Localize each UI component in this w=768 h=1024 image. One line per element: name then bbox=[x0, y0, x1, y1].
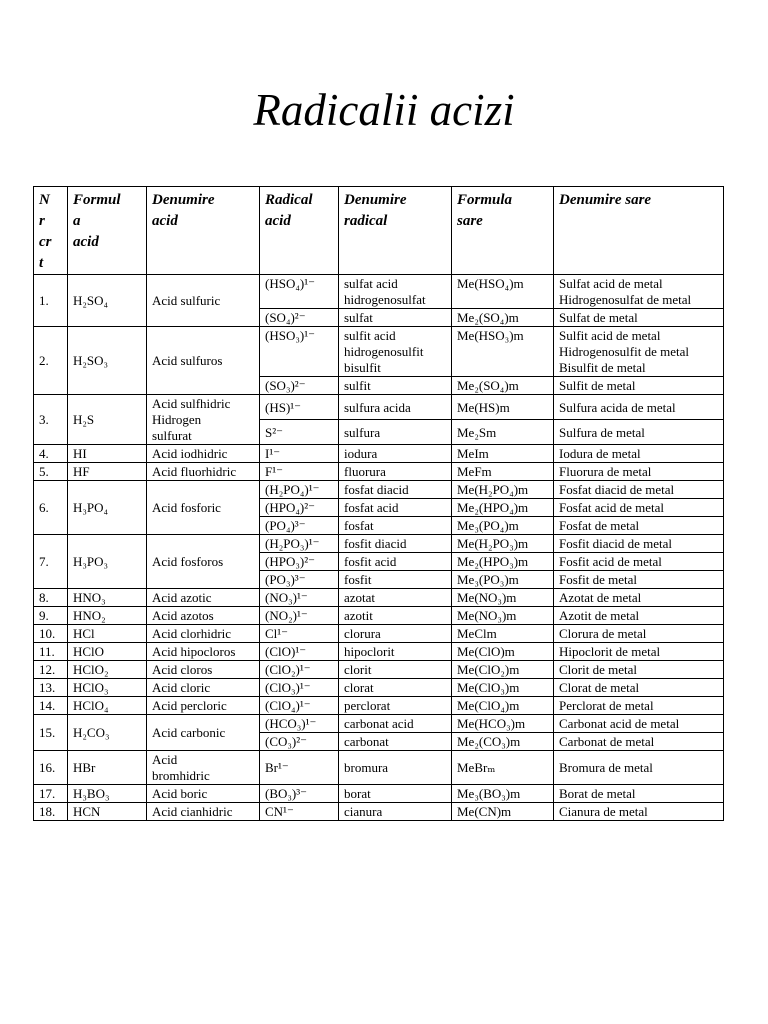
salt-name: Fosfit acid de metal bbox=[554, 553, 724, 571]
radical-formula: Br¹⁻ bbox=[260, 751, 339, 785]
acid-formula: HCN bbox=[68, 803, 147, 821]
acid-formula: HClO bbox=[68, 643, 147, 661]
salt-name: Fosfat diacid de metal bbox=[554, 481, 724, 499]
radical-formula: (NO₂)¹⁻ bbox=[260, 607, 339, 625]
salt-formula: Me(ClO)m bbox=[452, 643, 554, 661]
radical-formula: (ClO₂)¹⁻ bbox=[260, 661, 339, 679]
acid-name: Acid iodhidric bbox=[147, 445, 260, 463]
table-row bbox=[34, 589, 724, 607]
radical-formula: (H₂PO₃)¹⁻ bbox=[260, 535, 339, 553]
acid-formula: HNO₃ bbox=[68, 589, 147, 607]
acid-name: Acid fosforos bbox=[147, 535, 260, 589]
radical-formula: (HSO₄)¹⁻ bbox=[260, 275, 339, 309]
row-number: 4. bbox=[34, 445, 68, 463]
radical-formula: (H₂PO₄)¹⁻ bbox=[260, 481, 339, 499]
radical-name: perclorat bbox=[339, 697, 452, 715]
radical-formula: (HPO₄)²⁻ bbox=[260, 499, 339, 517]
salt-formula: Me(ClO₄)m bbox=[452, 697, 554, 715]
salt-formula: Me(H₂PO₄)m bbox=[452, 481, 554, 499]
salt-name: Bromura de metal bbox=[554, 751, 724, 785]
acid-formula: HNO₂ bbox=[68, 607, 147, 625]
radical-formula: CN¹⁻ bbox=[260, 803, 339, 821]
table-row bbox=[34, 275, 724, 309]
radical-formula: (HS)¹⁻ bbox=[260, 395, 339, 420]
acid-formula: HClO₄ bbox=[68, 697, 147, 715]
table-row bbox=[34, 643, 724, 661]
salt-name: Carbonat acid de metal bbox=[554, 715, 724, 733]
salt-formula: Me(HSO₃)m bbox=[452, 327, 554, 377]
salt-name: Borat de metal bbox=[554, 785, 724, 803]
salt-name: Sulfura de metal bbox=[554, 420, 724, 445]
acid-name: Acid cloros bbox=[147, 661, 260, 679]
acid-name: Acid clorhidric bbox=[147, 625, 260, 643]
salt-name: Sulfit de metal bbox=[554, 377, 724, 395]
salt-formula: Me(NO₃)m bbox=[452, 607, 554, 625]
radical-name: sulfit bbox=[339, 377, 452, 395]
row-number: 13. bbox=[34, 679, 68, 697]
acid-name: Acid azotic bbox=[147, 589, 260, 607]
table-row bbox=[34, 535, 724, 553]
row-number: 11. bbox=[34, 643, 68, 661]
row-number: 18. bbox=[34, 803, 68, 821]
acid-name: Acid fosforic bbox=[147, 481, 260, 535]
salt-formula: Me₂(CO₃)m bbox=[452, 733, 554, 751]
radical-name: carbonat bbox=[339, 733, 452, 751]
page-title: Radicalii acizi bbox=[253, 85, 515, 135]
radical-name: fluorura bbox=[339, 463, 452, 481]
acid-name: Acid boric bbox=[147, 785, 260, 803]
acid-formula: HClO₃ bbox=[68, 679, 147, 697]
table-row bbox=[34, 715, 724, 733]
row-number: 1. bbox=[34, 275, 68, 327]
radical-name: bromura bbox=[339, 751, 452, 785]
table-row bbox=[34, 625, 724, 643]
salt-formula: Me(ClO₃)m bbox=[452, 679, 554, 697]
radical-name: sulfura bbox=[339, 420, 452, 445]
radical-formula: (SO₃)²⁻ bbox=[260, 377, 339, 395]
radical-name: sulfura acida bbox=[339, 395, 452, 420]
acid-name: Acid fluorhidric bbox=[147, 463, 260, 481]
acid-name: Acid sulfuros bbox=[147, 327, 260, 395]
row-number: 9. bbox=[34, 607, 68, 625]
acid-name: Acid azotos bbox=[147, 607, 260, 625]
salt-formula: Me₂(SO₄)m bbox=[452, 377, 554, 395]
radical-name: fosfit bbox=[339, 571, 452, 589]
row-number: 15. bbox=[34, 715, 68, 751]
salt-name: Clorura de metal bbox=[554, 625, 724, 643]
acid-name: Acid sulfuric bbox=[147, 275, 260, 327]
radical-name: clorura bbox=[339, 625, 452, 643]
row-number: 16. bbox=[34, 751, 68, 785]
acid-formula: H₃BO₃ bbox=[68, 785, 147, 803]
radical-formula: Cl¹⁻ bbox=[260, 625, 339, 643]
radical-formula: (SO₄)²⁻ bbox=[260, 309, 339, 327]
acid-formula: HBr bbox=[68, 751, 147, 785]
header-denumire-acid: Denumire acid bbox=[147, 187, 260, 275]
radical-name: fosfit acid bbox=[339, 553, 452, 571]
table-row bbox=[34, 607, 724, 625]
salt-name: Fosfat de metal bbox=[554, 517, 724, 535]
salt-formula: Me₃(PO₃)m bbox=[452, 571, 554, 589]
radical-formula: (ClO)¹⁻ bbox=[260, 643, 339, 661]
acid-formula: H₂CO₃ bbox=[68, 715, 147, 751]
row-number: 2. bbox=[34, 327, 68, 395]
salt-name: Perclorat de metal bbox=[554, 697, 724, 715]
row-number: 6. bbox=[34, 481, 68, 535]
acid-formula: H₃PO₄ bbox=[68, 481, 147, 535]
radical-formula: F¹⁻ bbox=[260, 463, 339, 481]
row-number: 12. bbox=[34, 661, 68, 679]
radical-formula: (HSO₃)¹⁻ bbox=[260, 327, 339, 377]
radical-name: sulfat bbox=[339, 309, 452, 327]
row-number: 3. bbox=[34, 395, 68, 445]
radical-formula: I¹⁻ bbox=[260, 445, 339, 463]
salt-formula: Me(HS)m bbox=[452, 395, 554, 420]
salt-name: Sulfat de metal bbox=[554, 309, 724, 327]
acid-formula: H₂SO₄ bbox=[68, 275, 147, 327]
acid-formula: HClO₂ bbox=[68, 661, 147, 679]
radical-name: borat bbox=[339, 785, 452, 803]
radical-name: carbonat acid bbox=[339, 715, 452, 733]
radical-formula: (PO₄)³⁻ bbox=[260, 517, 339, 535]
radical-name: azotit bbox=[339, 607, 452, 625]
row-number: 17. bbox=[34, 785, 68, 803]
salt-formula: Me(HCO₃)m bbox=[452, 715, 554, 733]
radical-name: fosfit diacid bbox=[339, 535, 452, 553]
salt-name: Cianura de metal bbox=[554, 803, 724, 821]
radical-formula: (HCO₃)¹⁻ bbox=[260, 715, 339, 733]
salt-formula: MeClm bbox=[452, 625, 554, 643]
header-denumire-radical: Denumire radical bbox=[339, 187, 452, 275]
salt-name: Iodura de metal bbox=[554, 445, 724, 463]
radical-name: clorat bbox=[339, 679, 452, 697]
radical-formula: (ClO₄)¹⁻ bbox=[260, 697, 339, 715]
acid-name: Acid bromhidric bbox=[147, 751, 260, 785]
radical-name: fosfat acid bbox=[339, 499, 452, 517]
radical-name: sulfit acid hidrogenosulfit bisulfit bbox=[339, 327, 452, 377]
radical-name: hipoclorit bbox=[339, 643, 452, 661]
salt-name: Clorit de metal bbox=[554, 661, 724, 679]
salt-name: Azotat de metal bbox=[554, 589, 724, 607]
salt-formula: Me(HSO₄)m bbox=[452, 275, 554, 309]
table-header-row bbox=[34, 187, 724, 275]
header-formula-sare: Formula sare bbox=[452, 187, 554, 275]
header-nr: N r cr t bbox=[34, 187, 68, 275]
row-number: 8. bbox=[34, 589, 68, 607]
salt-formula: MeBrₘ bbox=[452, 751, 554, 785]
salt-formula: Me₂(HPO₄)m bbox=[452, 499, 554, 517]
header-denumire-sare: Denumire sare bbox=[554, 187, 724, 275]
acid-formula: H₂SO₃ bbox=[68, 327, 147, 395]
radical-name: azotat bbox=[339, 589, 452, 607]
acid-name: Acid carbonic bbox=[147, 715, 260, 751]
radical-name: fosfat bbox=[339, 517, 452, 535]
salt-formula: Me₂(SO₄)m bbox=[452, 309, 554, 327]
table-row bbox=[34, 785, 724, 803]
header-formula-acid: Formul a acid bbox=[68, 187, 147, 275]
table-row bbox=[34, 445, 724, 463]
acid-radicals-table bbox=[33, 186, 724, 821]
salt-formula: Me₂(HPO₃)m bbox=[452, 553, 554, 571]
table-row bbox=[34, 481, 724, 499]
radical-formula: (PO₃)³⁻ bbox=[260, 571, 339, 589]
row-number: 10. bbox=[34, 625, 68, 643]
salt-formula: Me₃(PO₄)m bbox=[452, 517, 554, 535]
table-row bbox=[34, 327, 724, 377]
table-row bbox=[34, 463, 724, 481]
salt-name: Fluorura de metal bbox=[554, 463, 724, 481]
acid-name: Acid cloric bbox=[147, 679, 260, 697]
radical-name: fosfat diacid bbox=[339, 481, 452, 499]
salt-name: Fosfit diacid de metal bbox=[554, 535, 724, 553]
radical-formula: (ClO₃)¹⁻ bbox=[260, 679, 339, 697]
salt-name: Hipoclorit de metal bbox=[554, 643, 724, 661]
acid-name: Acid cianhidric bbox=[147, 803, 260, 821]
table-row bbox=[34, 395, 724, 420]
table-body bbox=[34, 275, 724, 821]
row-number: 14. bbox=[34, 697, 68, 715]
header-radical-acid: Radical acid bbox=[260, 187, 339, 275]
radical-name: iodura bbox=[339, 445, 452, 463]
salt-name: Clorat de metal bbox=[554, 679, 724, 697]
salt-formula: Me(ClO₂)m bbox=[452, 661, 554, 679]
table-row bbox=[34, 697, 724, 715]
salt-name: Sulfat acid de metal Hidrogenosulfat de metal bbox=[554, 275, 724, 309]
salt-name: Sulfit acid de metal Hidrogenosulfit de metal Bisulfit de metal bbox=[554, 327, 724, 377]
salt-formula: Me₂Sm bbox=[452, 420, 554, 445]
salt-formula: Me(CN)m bbox=[452, 803, 554, 821]
table-row bbox=[34, 751, 724, 785]
salt-name: Azotit de metal bbox=[554, 607, 724, 625]
acid-formula: HI bbox=[68, 445, 147, 463]
row-number: 5. bbox=[34, 463, 68, 481]
salt-formula: MeIm bbox=[452, 445, 554, 463]
salt-name: Sulfura acida de metal bbox=[554, 395, 724, 420]
table-row bbox=[34, 803, 724, 821]
salt-formula: Me(H₂PO₃)m bbox=[452, 535, 554, 553]
radical-formula: (BO₃)³⁻ bbox=[260, 785, 339, 803]
acid-formula: H₂S bbox=[68, 395, 147, 445]
radical-name: clorit bbox=[339, 661, 452, 679]
acid-name: Acid sulfhidric Hidrogen sulfurat bbox=[147, 395, 260, 445]
salt-formula: MeFm bbox=[452, 463, 554, 481]
salt-name: Fosfat acid de metal bbox=[554, 499, 724, 517]
radical-formula: (CO₃)²⁻ bbox=[260, 733, 339, 751]
acid-name: Acid hipocloros bbox=[147, 643, 260, 661]
salt-name: Carbonat de metal bbox=[554, 733, 724, 751]
acid-name: Acid percloric bbox=[147, 697, 260, 715]
radical-formula: (HPO₃)²⁻ bbox=[260, 553, 339, 571]
salt-formula: Me₃(BO₃)m bbox=[452, 785, 554, 803]
acid-formula: H₃PO₃ bbox=[68, 535, 147, 589]
acid-formula: HCl bbox=[68, 625, 147, 643]
row-number: 7. bbox=[34, 535, 68, 589]
salt-name: Fosfit de metal bbox=[554, 571, 724, 589]
radical-formula: S²⁻ bbox=[260, 420, 339, 445]
table-row bbox=[34, 661, 724, 679]
acid-formula: HF bbox=[68, 463, 147, 481]
table-row bbox=[34, 679, 724, 697]
radical-formula: (NO₃)¹⁻ bbox=[260, 589, 339, 607]
salt-formula: Me(NO₃)m bbox=[452, 589, 554, 607]
radical-name: cianura bbox=[339, 803, 452, 821]
radical-name: sulfat acid hidrogenosulfat bbox=[339, 275, 452, 309]
